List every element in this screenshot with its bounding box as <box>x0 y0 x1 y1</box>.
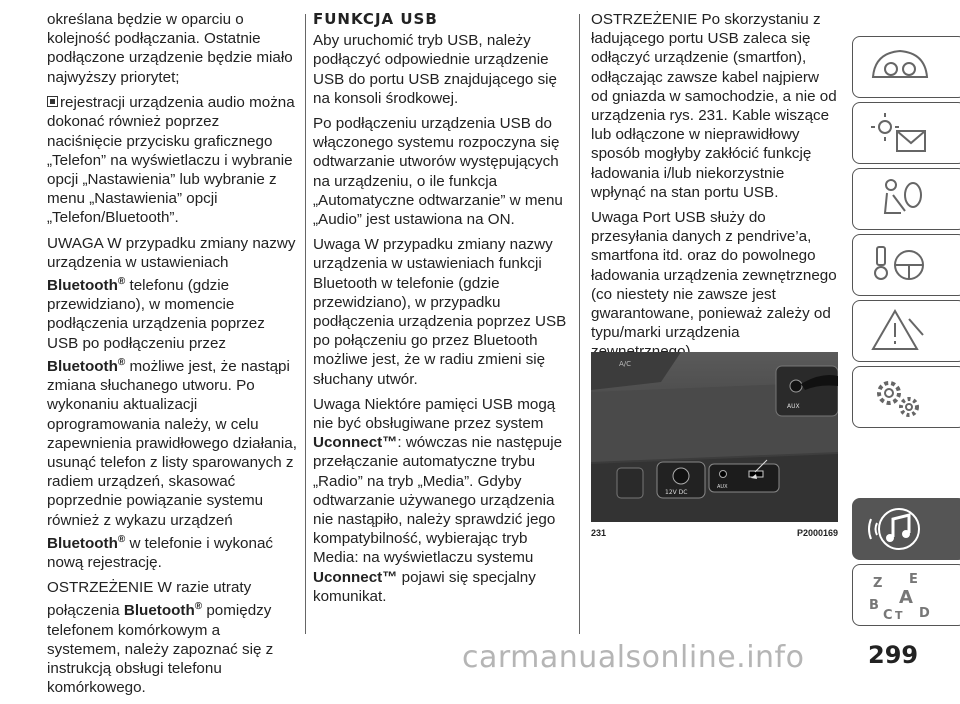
paragraph: Uwaga Niektóre pamięci USB mogą nie być obsługiwane przez system Uconnect™: wówczas nie następuje przełączanie automatyczne trybu „Radio” na tryb „Media”. Gdyby odtwarzanie używanego urządzenia nie nastąpiło, należy sprawdzić jego kompatybilność, wybierając tryb Media: na wyświetlaczu systemu Uconnect™ pojawi się specjalny komunikat. <box>313 395 563 605</box>
paragraph: Uwaga Port USB służy do przesyłania danych z pendrive’a, smartfona itd. oraz do powolnego ładowania urządzenia zewnętrznego (co niestety nie zawsze jest gwarantowane, ponieważ zależy od typu/marki urządzenia <box>591 209 837 342</box>
bluetooth-term: Bluetooth <box>47 277 118 295</box>
aux-bottom-label: AUX <box>717 484 728 490</box>
bluetooth-term: Bluetooth <box>47 534 118 552</box>
watermark: carmanualsonline.info <box>462 640 805 675</box>
tab-emergency[interactable] <box>852 300 960 362</box>
alphabet-index-icon <box>865 569 935 621</box>
bluetooth-term: Bluetooth <box>123 602 195 620</box>
tab-index[interactable] <box>852 564 960 626</box>
paragraph: Po podłączeniu urządzenia USB do włączonego systemu rozpoczyna się odtwarzanie utworów występujących na urządzeniu, o ile funkcja „Automatyczne odtwarzanie” w menu „Audio” jest ustawiona na ON. <box>313 115 563 229</box>
bluetooth-term: Bluetooth <box>47 357 118 375</box>
paragraph: Uwaga W przypadku zmiany nazwy urządzenia w ustawieniach funkcji Bluetooth w telefonie (gdzie przewidziano), w przypadku podłączenia urządzenia poprzez USB po połączeniu go przez Bluetooth możliwe jest, że w radiu zmieni się słuchany utwór. <box>313 236 567 388</box>
ac-label: A/C <box>619 360 632 368</box>
svg-text:C: C <box>883 608 893 621</box>
dc-label: 12V DC <box>665 489 688 496</box>
text-column-1 <box>47 10 297 704</box>
road-warning-icon <box>865 305 935 357</box>
svg-text:Z: Z <box>873 576 883 591</box>
tab-dashboard[interactable] <box>852 36 960 98</box>
section-heading: FUNKCJA USB <box>313 10 438 28</box>
svg-text:A: A <box>899 587 913 608</box>
tab-safety[interactable] <box>852 168 960 230</box>
paragraph: OSTRZEŻENIE Po skorzystaniu z ładującego portu USB zaleca się odłączyć urządzenie (smartfon), odłączając zawsze kabel najpierw od gniazda w samochodzie, a nie od urządzenia rys. 231. Kable wiszące lub odłączone w nieprawidłowy sposób mogłyby zakłócić funkcję ładowania i/lub niekorzystnie wpłynąć na stan portu USB. <box>591 11 837 201</box>
key-steering-icon <box>865 239 935 291</box>
uconnect-term: Uconnect™ <box>313 434 398 452</box>
column-divider <box>579 14 580 634</box>
column-divider <box>305 14 306 634</box>
text-column-2 <box>313 10 569 612</box>
airbag-seat-icon <box>865 173 935 225</box>
svg-text:B: B <box>869 598 879 613</box>
figure-code: P2000169 <box>796 528 838 538</box>
paragraph: OSTRZEŻENIE W razie utraty połączenia Bluetooth® pomiędzy telefonem komórkowym a systemem, należy zapoznać się z instrukcją obsługi telefonu komórkowego. <box>47 579 274 697</box>
tab-starting-driving[interactable] <box>852 234 960 296</box>
multimedia-music-icon <box>865 503 935 555</box>
tab-warning-lights[interactable] <box>852 102 960 164</box>
car-dashboard-icon <box>865 41 935 93</box>
aux-top-label: AUX <box>787 403 800 410</box>
usb-port-photo <box>591 352 838 522</box>
figure-number: 231 <box>591 528 607 538</box>
page-number: 299 <box>868 641 919 669</box>
svg-text:E: E <box>909 572 918 587</box>
paragraph: UWAGA W przypadku zmiany nazwy urządzenia w ustawieniach Bluetooth® telefonu (gdzie przewidziano), w momencie podłączenia urządzenia poprzez USB po podłączeniu przez Bluetooth® możliwe jest, że nastąpi zmiana słuchanego utworu. Po wykonaniu aktualizacji oprogramowania należy, w celu zapewnienia prawidłowego działania, usunąć telefon z listy sparowanych z radiem urządzeń, skasować poprzednie powiązanie systemu również z wykazu urządzeń Bluetooth® w telefonie i wykonać nową rejestrację. <box>47 234 297 572</box>
paragraph: określana będzie w oparciu o kolejność podłączania. Ostatnie podłączone urządzenie będzie miało najwyższy priorytet; <box>47 11 293 86</box>
paragraph: Aby uruchomić tryb USB, należy podłączyć odpowiednie urządzenie USB do portu USB znajdującego się na konsoli środkowej. <box>313 32 557 107</box>
svg-text:T: T <box>895 609 903 621</box>
bullet-marker-icon <box>47 93 58 112</box>
paragraph: rejestracji urządzenia audio można dokonać również poprzez naciśnięcie przycisku graficznego „Telefon” na wyświetlaczu i wybranie opcji „Nastawienia” lub wybranie z menu „Nastawienia” opcji „Telefon/Bluetooth”. <box>47 93 295 227</box>
service-gears-icon <box>865 371 935 423</box>
tab-multimedia[interactable] <box>852 498 960 560</box>
svg-text:D: D <box>919 606 930 621</box>
text-column-3 <box>591 10 839 368</box>
tab-maintenance[interactable] <box>852 366 960 428</box>
uconnect-term: Uconnect™ <box>313 568 398 586</box>
warning-lights-icon <box>865 107 935 159</box>
